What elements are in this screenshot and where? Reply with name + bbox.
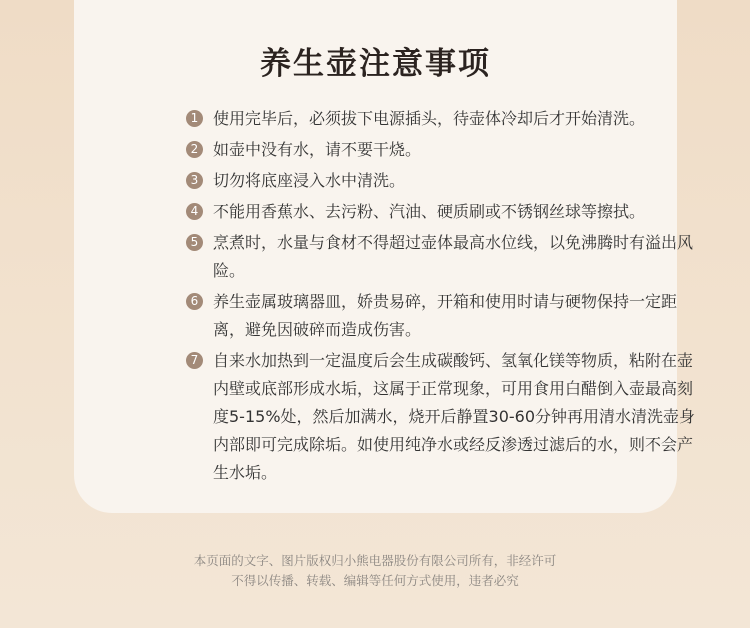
list-item [186,288,706,344]
item-text: 如壶中没有水，请不要干烧。 [213,140,422,159]
item-text: 烹煮时，水量与食材不得超过壶体最高水位线，以免沸腾时有溢出风险。 [213,233,694,280]
item-number-badge: 2 [186,141,203,158]
item-text: 不能用香蕉水、去污粉、汽油、硬质刷或不锈钢丝球等擦拭。 [213,202,646,221]
item-number-badge: 3 [186,172,203,189]
item-text: 自来水加热到一定温度后会生成碳酸钙、氢氧化镁等物质，粘附在壶内壁或底部形成水垢，这属于正常现象，可用食用白醋倒入壶最高刻度5-15%处，然后加满水，烧开后静置30-60分钟再用清水清洗壶身内部即可完成除垢。如使用纯净水或经反渗透过滤后的水，则不会产生水垢。 [213,351,696,482]
item-text: 养生壶属玻璃器皿，娇贵易碎，开箱和使用时请与硬物保持一定距离，避免因破碎而造成伤害。 [213,292,678,339]
copyright-footer [0,551,750,591]
list-item [186,229,706,285]
copyright-line-2: 不得以传播、转载、编辑等任何方式使用，违者必究 [231,573,519,588]
item-number-badge: 7 [186,352,203,369]
item-number-badge: 4 [186,203,203,220]
item-number-badge: 6 [186,293,203,310]
notes-list [186,105,706,490]
list-item [186,105,706,133]
list-item [186,347,706,487]
item-number-badge: 5 [186,234,203,251]
notice-card [74,0,696,513]
item-text: 使用完毕后，必须拔下电源插头，待壶体冷却后才开始清洗。 [213,109,646,128]
list-item [186,136,706,164]
item-number-badge: 1 [186,110,203,127]
item-text: 切勿将底座浸入水中清洗。 [213,171,406,190]
list-item [186,198,706,226]
copyright-line-1: 本页面的文字、图片版权归小熊电器股份有限公司所有，非经许可 [193,553,557,568]
page-title: 养生壶注意事项 [260,46,491,82]
list-item [186,167,706,195]
